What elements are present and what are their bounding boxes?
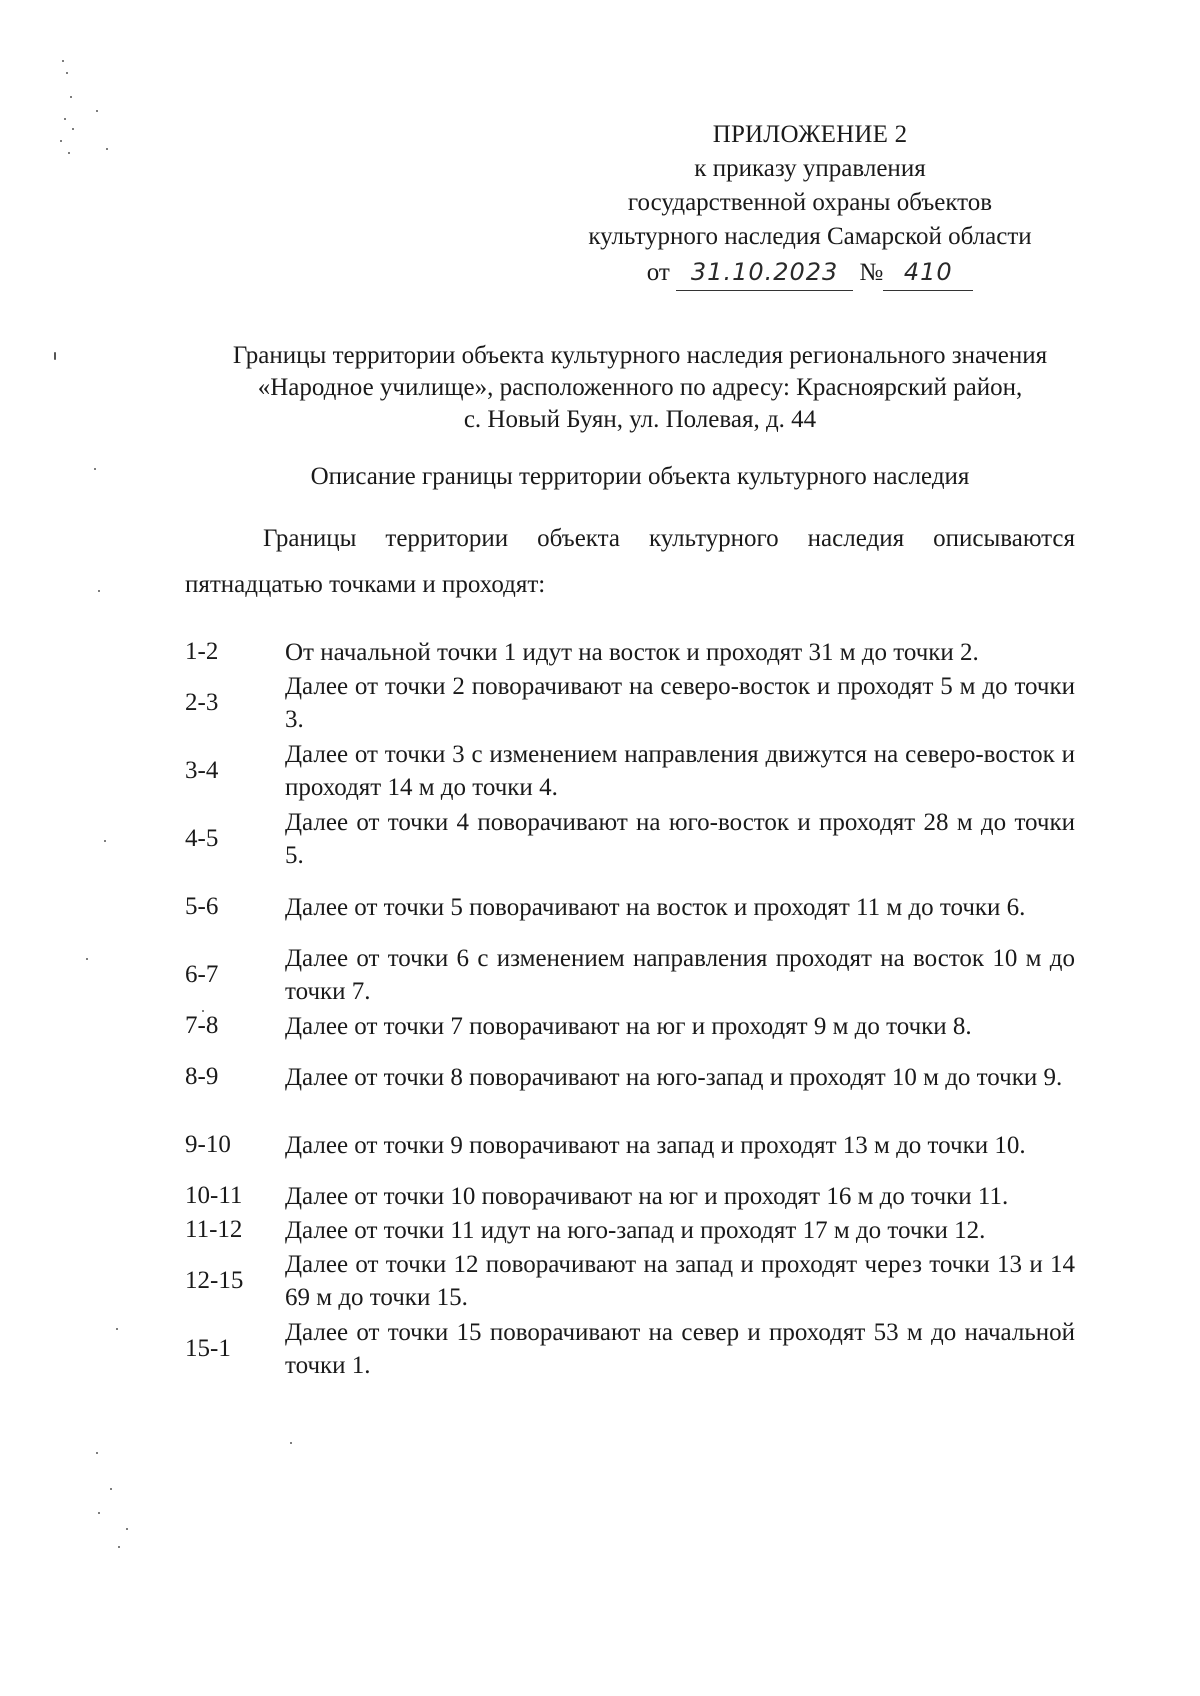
segment-row [185,1179,1075,1213]
segment-description: Далее от точки 7 поворачивают на юг и проходят 9 м до точки 8. [285,1012,972,1040]
segment-range: 3-4 [185,756,219,784]
appendix-title: ПРИЛОЖЕНИЕ 2 [712,121,908,148]
title-line-3: с. Новый Буян, ул. Полевая, д. 44 [463,406,817,433]
segment-row [185,805,1075,873]
title-line-1: Границы территории объекта культурного наследия регионального значения [232,342,1048,369]
intro-line-2: пятнадцатью точками и проходят: [185,571,546,598]
segment-description: Далее от точки 3 с изменением направления движутся на северо-восток и проходят 14 м до точки 4. [285,741,1075,801]
segment-row [185,1247,1075,1315]
appendix-header [560,118,1060,291]
document-title [140,340,1140,436]
boundary-segments-list [185,635,1075,1383]
title-line-2: «Народное училище», расположенного по адресу: Красноярский район, [257,374,1023,401]
section-heading: Описание границы территории объекта культурного наследия [310,463,970,490]
segment-range: 10-11 [185,1181,243,1209]
segment-row [185,1111,1075,1179]
segment-range: 12-15 [185,1266,244,1294]
segment-row [185,1213,1075,1247]
segment-row [185,1315,1075,1383]
segment-description: Далее от точки 11 идут на юго-запад и проходят 17 м до точки 12. [285,1216,986,1244]
segment-description: Далее от точки 2 поворачивают на северо-восток и проходят 5 м до точки 3. [285,673,1075,733]
segment-row [185,737,1075,805]
segment-row [185,669,1075,737]
intro-paragraph [185,521,1075,603]
segment-description: Далее от точки 10 поворачивают на юг и проходят 16 м до точки 11. [285,1182,1009,1210]
segment-description: Далее от точки 12 поворачивают на запад и проходят через точки 13 и 14 69 м до точки 15. [285,1251,1075,1311]
segment-description: Далее от точки 9 поворачивают на запад и проходят 13 м до точки 10. [285,1131,1026,1159]
segment-range: 2-3 [185,688,219,716]
segment-description: Далее от точки 8 поворачивают на юго-запад и проходят 10 м до точки 9. [285,1063,1063,1091]
appendix-line-2: государственной охраны объектов [627,189,993,216]
segment-description: Далее от точки 4 поворачивают на юго-восток и проходят 28 м до точки 5. [285,809,1075,869]
segment-description: Далее от точки 15 поворачивают на север и проходят 53 м до начальной точки 1. [285,1319,1075,1379]
segment-row [185,941,1075,1009]
order-date: 31.10.2023 [676,254,853,291]
appendix-line-3: культурного наследия Самарской области [588,223,1032,250]
number-label: № [859,259,884,286]
segment-range: 7-8 [185,1011,219,1039]
segment-description: От начальной точки 1 идут на восток и проходят 31 м до точки 2. [285,638,979,666]
segment-range: 6-7 [185,960,219,988]
segment-range: 1-2 [185,637,219,665]
appendix-line-1: к приказу управления [694,155,926,182]
segment-range: 8-9 [185,1062,219,1090]
segment-row [185,635,1075,669]
order-number: 410 [883,254,973,291]
segment-range: 4-5 [185,824,219,852]
segment-description: Далее от точки 6 с изменением направления проходят на восток 10 м до точки 7. [285,945,1075,1005]
from-label: от [646,259,670,286]
intro-line-1: Границы территории объекта культурного наследия описываются [263,525,1075,552]
segment-range: 11-12 [185,1215,243,1243]
segment-row [185,873,1075,941]
segment-description: Далее от точки 5 поворачивают на восток и проходят 11 м до точки 6. [285,893,1026,921]
segment-row [185,1043,1075,1111]
segment-range: 9-10 [185,1130,231,1158]
segment-row [185,1009,1075,1043]
segment-range: 15-1 [185,1334,231,1362]
segment-range: 5-6 [185,892,219,920]
order-date-number [560,254,1060,291]
